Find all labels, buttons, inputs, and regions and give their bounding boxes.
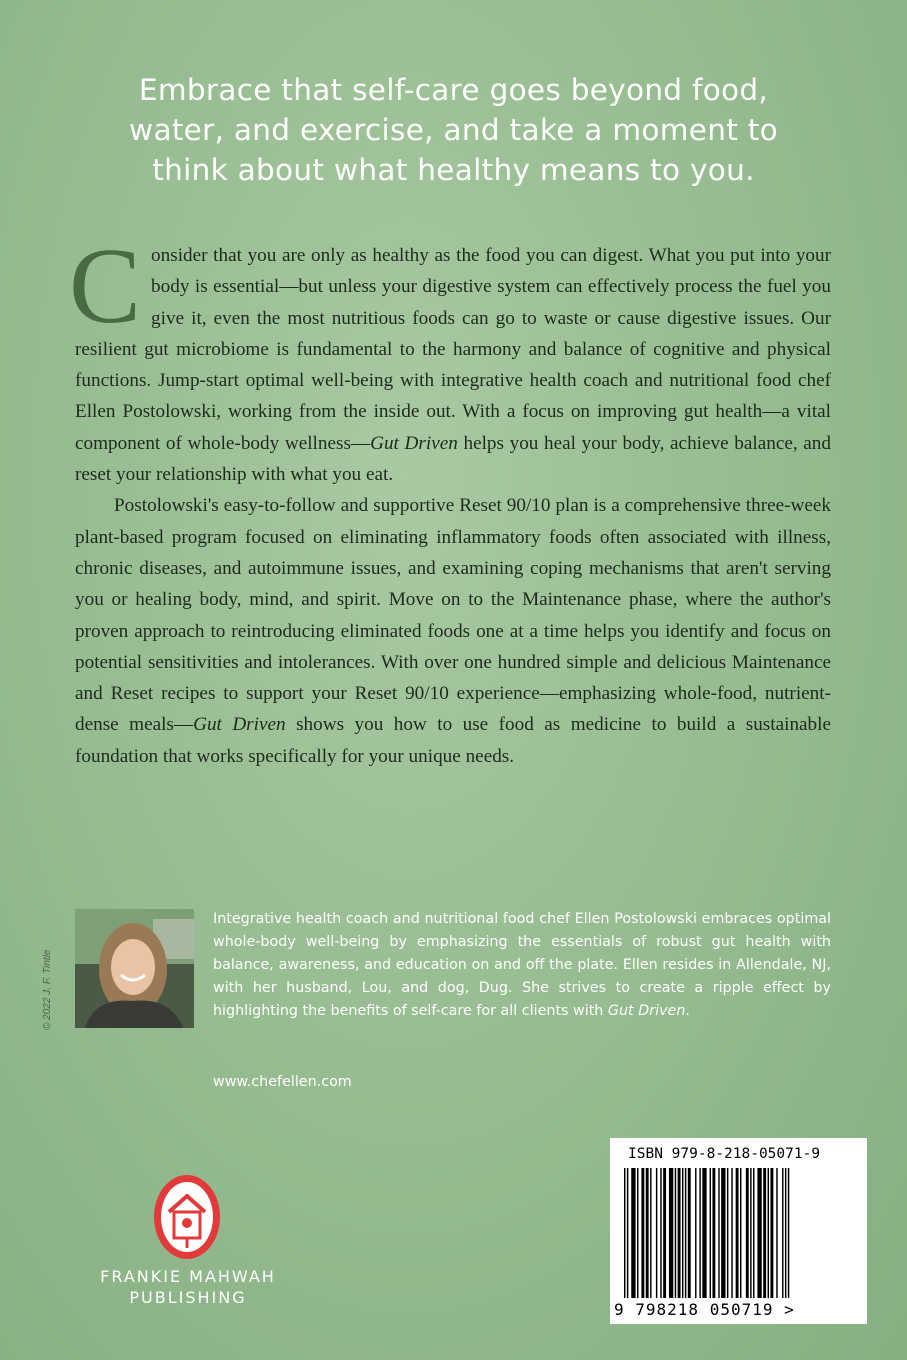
author-portrait-graphic bbox=[75, 909, 194, 1028]
isbn-barcode bbox=[610, 1138, 867, 1324]
bio-text-b: . bbox=[685, 1003, 690, 1019]
book-description bbox=[69, 227, 831, 772]
publisher-name-line-2: PUBLISHING bbox=[129, 1288, 247, 1307]
book-title: Gut Driven bbox=[370, 432, 458, 454]
birdhouse-logo-icon bbox=[152, 1172, 222, 1262]
barcode-bars bbox=[624, 1168, 854, 1298]
paragraph-2-text-a: Postolowski's easy-to-follow and supportive Reset 90/10 plan is a comprehensive three-week plant-based program focused on eliminating inflammatory foods often associated with illness, chronic diseases, and autoimmune issues, and examining coping mechanisms that aren't serving you or healing body, mind, and spirit. Move on to the Maintenance phase, where the author's proven approach to reintroducing eliminated foods one at a time helps you identify and focus on potential sensitivities and intolerances. With over one hundred simple and delicious Maintenance and Reset recipes to support your Reset 90/10 experience—emphasizing whole-food, nutrient-dense meals— bbox=[75, 495, 831, 736]
photo-credit: © 2022 J. F. Tintle bbox=[42, 949, 53, 1030]
paragraph-1-text-a: onsider that you are only as healthy as the food you can digest. What you put into your body is essential—but unless your digestive system can effectively process the fuel you give it, even the most nutritious foods can go to waste or cause digestive issues. Our resilient gut microbiome is fundamental to the harmony and balance of cognitive and physical functions. Jump-start optimal well-being with integrative health coach and nutritional food chef Ellen Postolowski, working from the inside out. With a focus on improving gut health—a vital component of whole-body wellness— bbox=[75, 245, 831, 454]
tagline-line-1: Embrace that self-care goes beyond food, bbox=[138, 73, 769, 107]
paragraph-2-text-b: shows you how to use food as medicine to build a sustainable foundation that works specifically for your unique needs. bbox=[75, 714, 831, 767]
tagline-line-3: think about what healthy means to you. bbox=[152, 153, 755, 187]
book-title: Gut Driven bbox=[193, 714, 286, 736]
barcode-digits: 9 798218 050719 > bbox=[614, 1300, 795, 1319]
author-bio bbox=[213, 908, 831, 1023]
book-title: Gut Driven bbox=[607, 1003, 686, 1019]
tagline-line-2: water, and exercise, and take a moment to bbox=[129, 113, 778, 147]
drop-cap: C bbox=[69, 227, 142, 346]
author-website-link[interactable]: www.chefellen.com bbox=[213, 1074, 352, 1090]
description-paragraph-2 bbox=[75, 490, 831, 772]
isbn-number: ISBN 979-8-218-05071-9 bbox=[628, 1146, 821, 1162]
publisher-name-line-1: FRANKIE MAHWAH bbox=[100, 1267, 276, 1286]
bio-text-a: Integrative health coach and nutritional food chef Ellen Postolowski embraces optimal whole-body well-being by emphasizing the essentials of robust gut health with balance, awareness, and education on and off the plate. Ellen resides in Allendale, NJ, with her husband, Lou, and dog, Dug. She strives to create a ripple effect by highlighting the benefits of self-care for all clients with bbox=[213, 911, 831, 1019]
tagline bbox=[40, 70, 867, 190]
description-paragraph-1 bbox=[69, 227, 831, 490]
paragraph-1-text-b: helps you heal your body, achieve balance, and reset your relationship with what you eat. bbox=[75, 432, 831, 486]
author-photo bbox=[75, 909, 194, 1028]
publisher-name bbox=[68, 1266, 308, 1308]
